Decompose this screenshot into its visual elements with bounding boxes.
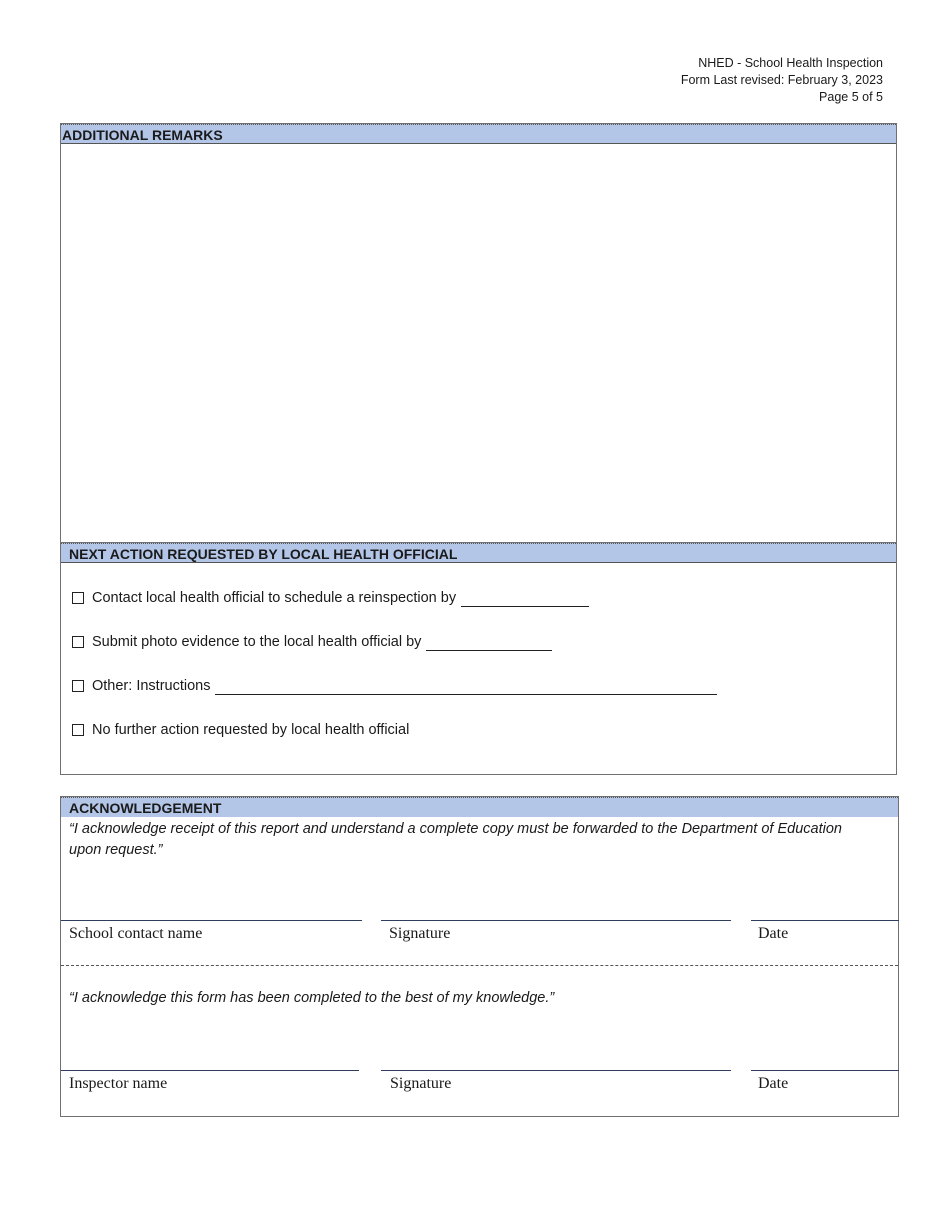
additional-remarks-section <box>60 123 897 543</box>
option-label: Submit photo evidence to the local health official by <box>92 634 422 650</box>
acknowledgement-heading: ACKNOWLEDGEMENT <box>61 797 898 817</box>
school-signature-line[interactable] <box>381 920 731 921</box>
other-instructions-field[interactable] <box>215 678 717 695</box>
next-action-heading: NEXT ACTION REQUESTED BY LOCAL HEALTH OFFICIAL <box>61 543 896 563</box>
form-title: NHED - School Health Inspection <box>698 56 883 70</box>
inspector-name-label: Inspector name <box>69 1075 168 1092</box>
inspector-signature-line[interactable] <box>381 1070 731 1071</box>
option-photo-evidence[interactable] <box>72 631 552 653</box>
option-label: Other: Instructions <box>92 678 211 694</box>
school-signature-label: Signature <box>389 925 451 942</box>
option-reinspection[interactable] <box>72 587 589 609</box>
revision-date: Form Last revised: February 3, 2023 <box>680 73 883 87</box>
no-action-checkbox[interactable] <box>72 724 84 736</box>
other-checkbox[interactable] <box>72 680 84 692</box>
school-date-label: Date <box>758 925 789 942</box>
document-header <box>681 55 883 106</box>
remarks-textarea[interactable] <box>61 144 896 542</box>
page-number: Page 5 of 5 <box>819 90 883 104</box>
acknowledgement-divider <box>61 965 898 966</box>
inspector-name-line[interactable] <box>61 1070 359 1071</box>
option-other[interactable] <box>72 675 717 697</box>
photo-evidence-checkbox[interactable] <box>72 636 84 648</box>
option-label: Contact local health official to schedule a reinspection by <box>92 590 457 606</box>
school-date-line[interactable] <box>751 920 899 921</box>
option-label: No further action requested by local health official <box>92 722 410 738</box>
option-no-further-action[interactable] <box>72 719 409 741</box>
next-action-section <box>60 542 897 775</box>
acknowledgement-statement-receipt: “I acknowledge receipt of this report and understand a complete copy must be forwarded to the Department of Education upon request.” <box>69 821 842 858</box>
reinspection-date-field[interactable] <box>461 590 589 607</box>
inspector-date-line[interactable] <box>751 1070 899 1071</box>
acknowledgement-statement-completion: “I acknowledge this form has been completed to the best of my knowledge.” <box>69 990 555 1006</box>
inspector-signature-label: Signature <box>390 1075 452 1092</box>
inspector-date-label: Date <box>758 1075 789 1092</box>
photo-evidence-date-field[interactable] <box>426 634 552 651</box>
school-contact-name-line[interactable] <box>61 920 362 921</box>
reinspection-checkbox[interactable] <box>72 592 84 604</box>
acknowledgement-section <box>60 796 899 1117</box>
school-contact-name-label: School contact name <box>69 925 203 942</box>
additional-remarks-heading: ADDITIONAL REMARKS <box>61 124 896 144</box>
